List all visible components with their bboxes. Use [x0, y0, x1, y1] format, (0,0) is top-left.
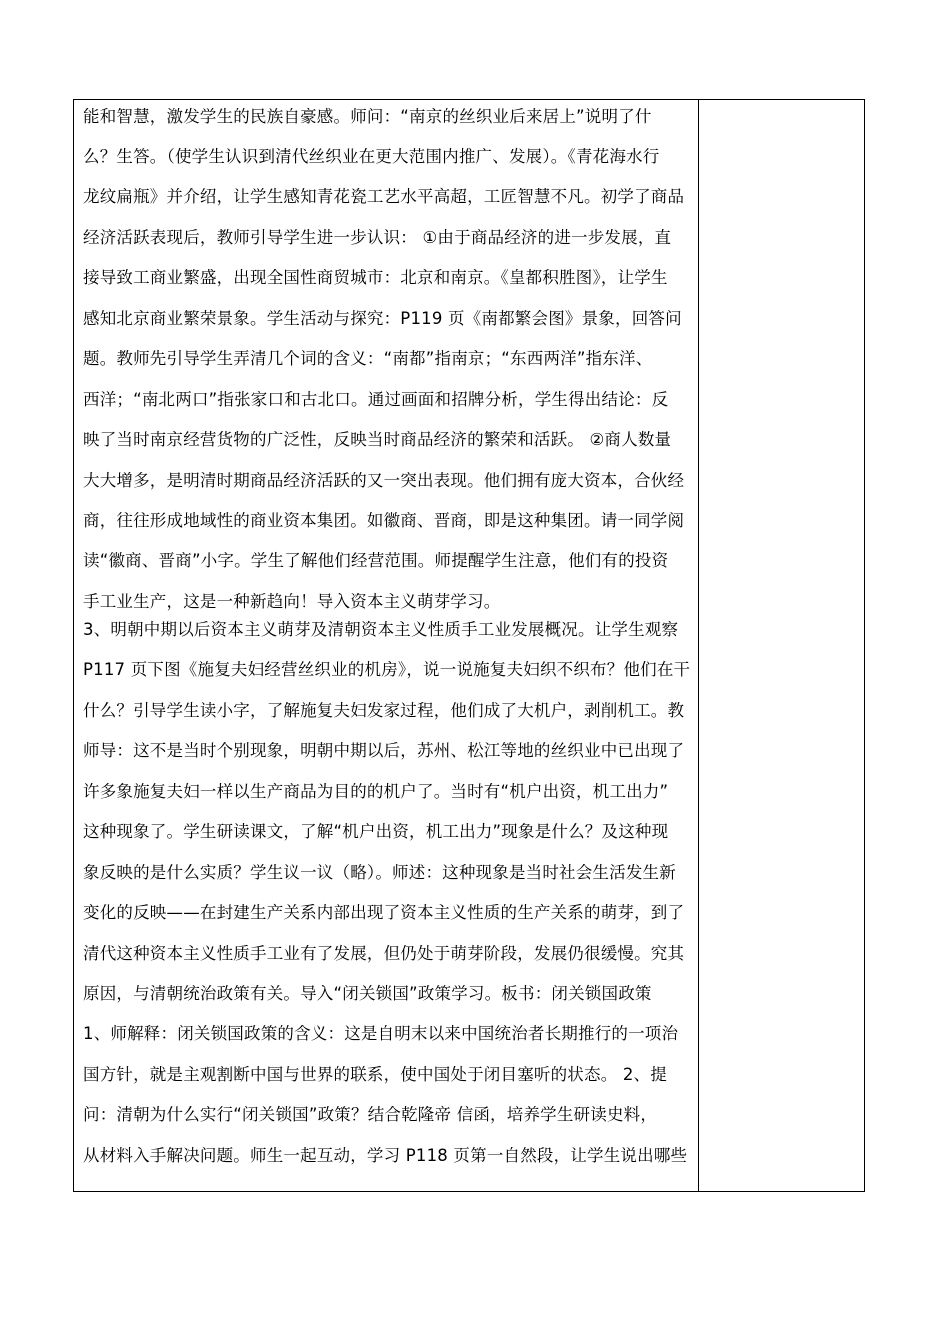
text-line: 西洋；“南北两口”指张家口和古北口。通过画面和招牌分析，学生得出结论：反 [83, 390, 669, 409]
text-line: 原因，与清朝统治政策有关。导入“闭关锁国”政策学习。板书：闭关锁国政策 [83, 984, 652, 1003]
text-line: 感知北京商业繁荣景象。学生活动与探究：P119 页《南都繁会图》景象，回答问 [83, 309, 682, 328]
text-line: 这种现象了。学生研读课文，了解“机户出资，机工出力”现象是什么？及这种现 [83, 822, 669, 841]
text-line: 从材料入手解决问题。师生一起互动，学习 P118 页第一自然段，让学生说出哪些 [83, 1146, 688, 1165]
text-line: 师导：这不是当时个别现象，明朝中期以后，苏州、松江等地的丝织业中已出现了 [83, 741, 685, 760]
text-line: 题。教师先引导学生弄清几个词的含义：“南都”指南京；“东西两洋”指东洋、 [83, 349, 653, 368]
text-line: 读“徽商、晋商”小字。学生了解他们经营范围。师提醒学生注意，他们有的投资 [83, 551, 669, 570]
text-line: 许多象施复夫妇一样以生产商品为目的的机户了。当时有“机户出资，机工出力” [83, 782, 669, 801]
text-line: 手工业生产，这是一种新趋向！导入资本主义萌芽学习。 [83, 592, 501, 611]
text-line: 清代这种资本主义性质手工业有了发展，但仍处于萌芽阶段，发展仍很缓慢。究其 [83, 944, 685, 963]
main-content-cell [74, 100, 699, 1191]
text-line: 映了当时南京经营货物的广泛性，反映当时商品经济的繁荣和活跃。 ②商人数量 [83, 430, 672, 449]
text-line: 国方针，就是主观割断中国与世界的联系，使中国处于闭目塞听的状态。 2、提 [83, 1065, 667, 1084]
lesson-table [73, 99, 865, 1192]
text-line: 1、师解释：闭关锁国政策的含义：这是自明末以来中国统治者长期推行的一项治 [83, 1024, 679, 1043]
text-line: 经济活跃表现后，教师引导学生进一步认识： ①由于商品经济的进一步发展，直 [83, 228, 672, 247]
text-line: 3、明朝中期以后资本主义萌芽及清朝资本主义性质手工业发展概况。让学生观察 [83, 620, 679, 639]
text-line: 商，往往形成地域性的商业资本集团。如徽商、晋商，即是这种集团。请一同学阅 [83, 511, 685, 530]
text-line: P117 页下图《施复夫妇经营丝织业的机房》，说一说施复夫妇织不织布？他们在干 [83, 660, 691, 679]
text-line: 能和智慧，激发学生的民族自豪感。师问：“南京的丝织业后来居上”说明了什 [83, 107, 652, 126]
text-line: 问：清朝为什么实行“闭关锁国”政策？结合乾隆帝 信函，培养学生研读史料， [83, 1105, 658, 1124]
text-line: 大大增多，是明清时期商品经济活跃的又一突出表现。他们拥有庞大资本，合伙经 [83, 471, 685, 490]
text-line: 象反映的是什么实质？学生议一议（略）。师述：这种现象是当时社会生活发生新 [83, 863, 676, 882]
text-line: 么？生答。（使学生认识到清代丝织业在更大范围内推广、发展）。《青花海水行 [83, 147, 660, 166]
text-line: 变化的反映——在封建生产关系内部出现了资本主义性质的生产关系的萌芽，到了 [83, 903, 685, 922]
text-line: 接导致工商业繁盛，出现全国性商贸城市：北京和南京。《皇都积胜图》，让学生 [83, 268, 668, 287]
text-line: 什么？引导学生读小字，了解施复夫妇发家过程，他们成了大机户，剥削机工。教 [83, 701, 685, 720]
side-notes-cell [699, 100, 864, 1191]
text-line: 龙纹扁瓶》并介绍，让学生感知青花瓷工艺水平高超，工匠智慧不凡。初学了商品 [83, 187, 685, 206]
